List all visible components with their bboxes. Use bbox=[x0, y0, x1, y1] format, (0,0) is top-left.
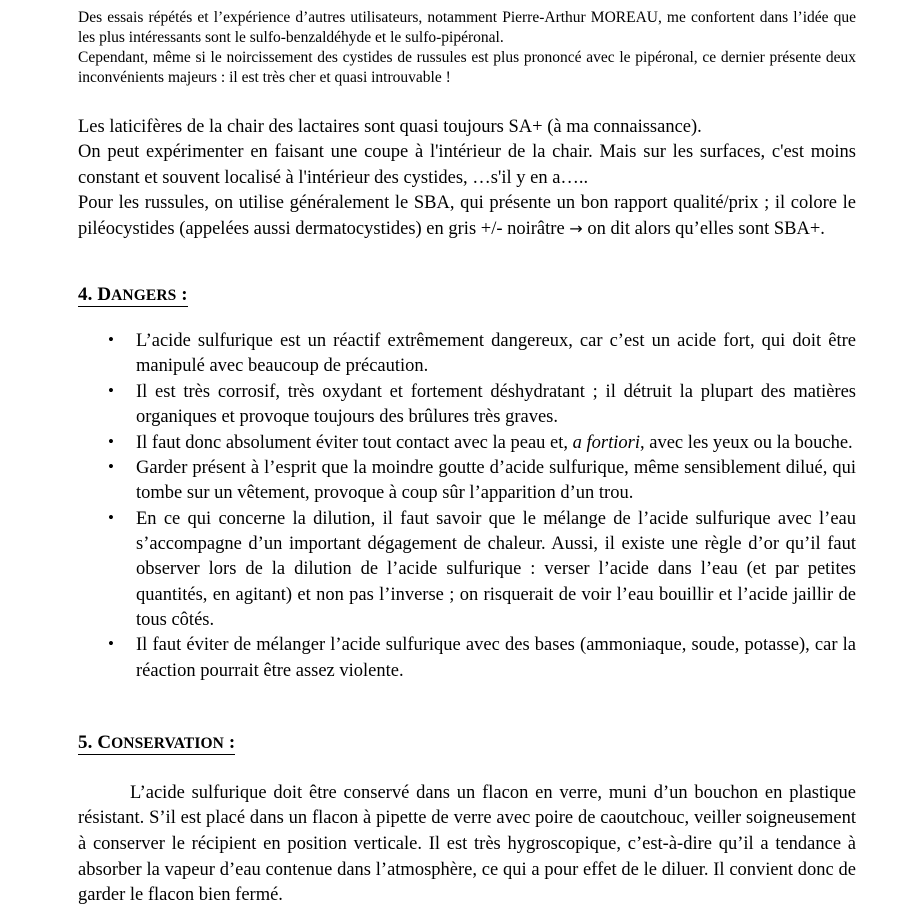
list-item bbox=[104, 431, 856, 456]
list-item: • Il faut éviter de mélanger l’acide sulfurique avec des bases (ammoniaque, soude, potasse), car la réaction pourrait être assez violente. bbox=[104, 633, 856, 684]
list-item-text-before: Il faut donc absolument éviter tout contact avec la peau et, bbox=[136, 432, 573, 453]
section-5-heading-wrap bbox=[78, 732, 856, 755]
section-5-number: 5. bbox=[78, 731, 93, 753]
section-5-paragraph: L’acide sulfurique doit être conservé dans un flacon en verre, muni d’un bouchon en plastique résistant. S’il est placé dans un flacon à pipette de verre avec poire de caoutchouc, veiller soigneusement à conserver le récipient en position verticale. Il est très hygroscopique, c’est-à-dire qu’il a tendance à absorber la vapeur d’eau contenue dans l’atmosphère, ce qui a pour effet de le diluer. Il convient donc de garder le flacon bien fermé. bbox=[78, 782, 856, 906]
section-5-title-rest: ONSERVATION bbox=[111, 734, 224, 752]
right-arrow-icon: → bbox=[569, 218, 583, 238]
intro-block bbox=[78, 8, 856, 89]
section-5-heading bbox=[78, 732, 235, 755]
section-4-title-rest: ANGERS bbox=[111, 287, 177, 305]
section-5-title-initial: C bbox=[97, 731, 112, 753]
laticiferes-line-2: On peut expérimenter en faisant une coupe à l'intérieur de la chair. Mais sur les surfaces, c'est moins constant et souvent localisé à l'intérieur des cystides, …s'il y en a….. bbox=[78, 142, 856, 188]
laticiferes-line-1: Les laticifères de la chair des lactaires sont quasi toujours SA+ (à ma connaissance). bbox=[78, 116, 702, 137]
spacer-after-section-4-heading bbox=[78, 307, 856, 329]
list-item-text-italic: a fortiori bbox=[572, 432, 640, 453]
intro-paragraph-1: Des essais répétés et l’expérience d’autres utilisateurs, notamment Pierre-Arthur MOREAU, me confortent dans l’idée que les plus intéressants sont le sulfo-benzaldéhyde et le sulfo-pipéronal. bbox=[78, 9, 856, 47]
laticiferes-line-3 bbox=[78, 191, 856, 242]
section-4-title-colon: : bbox=[176, 284, 188, 306]
list-item: • Garder présent à l’esprit que la moindre goutte d’acide sulfurique, même sensiblement dilué, qui tombe sur un vêtement, provoque à coup sûr l’apparition d’un trou. bbox=[104, 456, 856, 507]
laticiferes-block bbox=[78, 115, 856, 243]
spacer-after-section-5-heading bbox=[78, 755, 856, 781]
section-5-body-block bbox=[78, 781, 856, 909]
intro-paragraph-2: Cependant, même si le noircissement des cystides de russules est plus prononcé avec le pipéronal, ce dernier présente deux inconvénients majeurs : il est très cher et quasi introuvable ! bbox=[78, 49, 856, 87]
section-4-bullet-list bbox=[78, 329, 856, 684]
section-5-title-colon: : bbox=[223, 731, 236, 753]
list-item: • Il est très corrosif, très oxydant et fortement déshydratant ; il détruit la plupart des matières organiques et provoque toujours des brûlures très graves. bbox=[104, 380, 856, 431]
list-item: • L’acide sulfurique est un réactif extrêmement dangereux, car c’est un acide fort, qui doit être manipulé avec beaucoup de précaution. bbox=[104, 329, 856, 380]
spacer-after-intro bbox=[78, 89, 856, 115]
list-item: • En ce qui concerne la dilution, il faut savoir que le mélange de l’acide sulfurique avec l’eau s’accompagne d’un important dégagement de chaleur. Aussi, il existe une règle d’or qu’il faut observer lors de la dilution de l’acide sulfurique : verser l’acide dans l’eau (et par petites quantités, en agitant) et non pas l’inverse ; on risquerait de voir l’eau bouillir et l’acide jaillir de tous côtés. bbox=[104, 507, 856, 634]
list-item-text-after: , avec les yeux ou la bouche. bbox=[639, 432, 853, 453]
section-4-heading-wrap bbox=[78, 284, 856, 307]
spacer-before-section-4 bbox=[78, 242, 856, 284]
laticiferes-line-3-part2: on dit alors qu’elles sont SBA+. bbox=[582, 218, 825, 239]
section-4-number: 4. bbox=[78, 284, 93, 306]
section-4-title-initial: D bbox=[97, 284, 112, 306]
laticiferes-line-3-part1: Pour les russules, on utilise généralement le SBA, qui présente un bon rapport qualité/prix ; il colore le piléocystides (appelées aussi dermatocystides) en gris +/- noirâtre bbox=[78, 193, 856, 239]
section-4-heading bbox=[78, 284, 188, 307]
spacer-before-section-5 bbox=[78, 684, 856, 732]
